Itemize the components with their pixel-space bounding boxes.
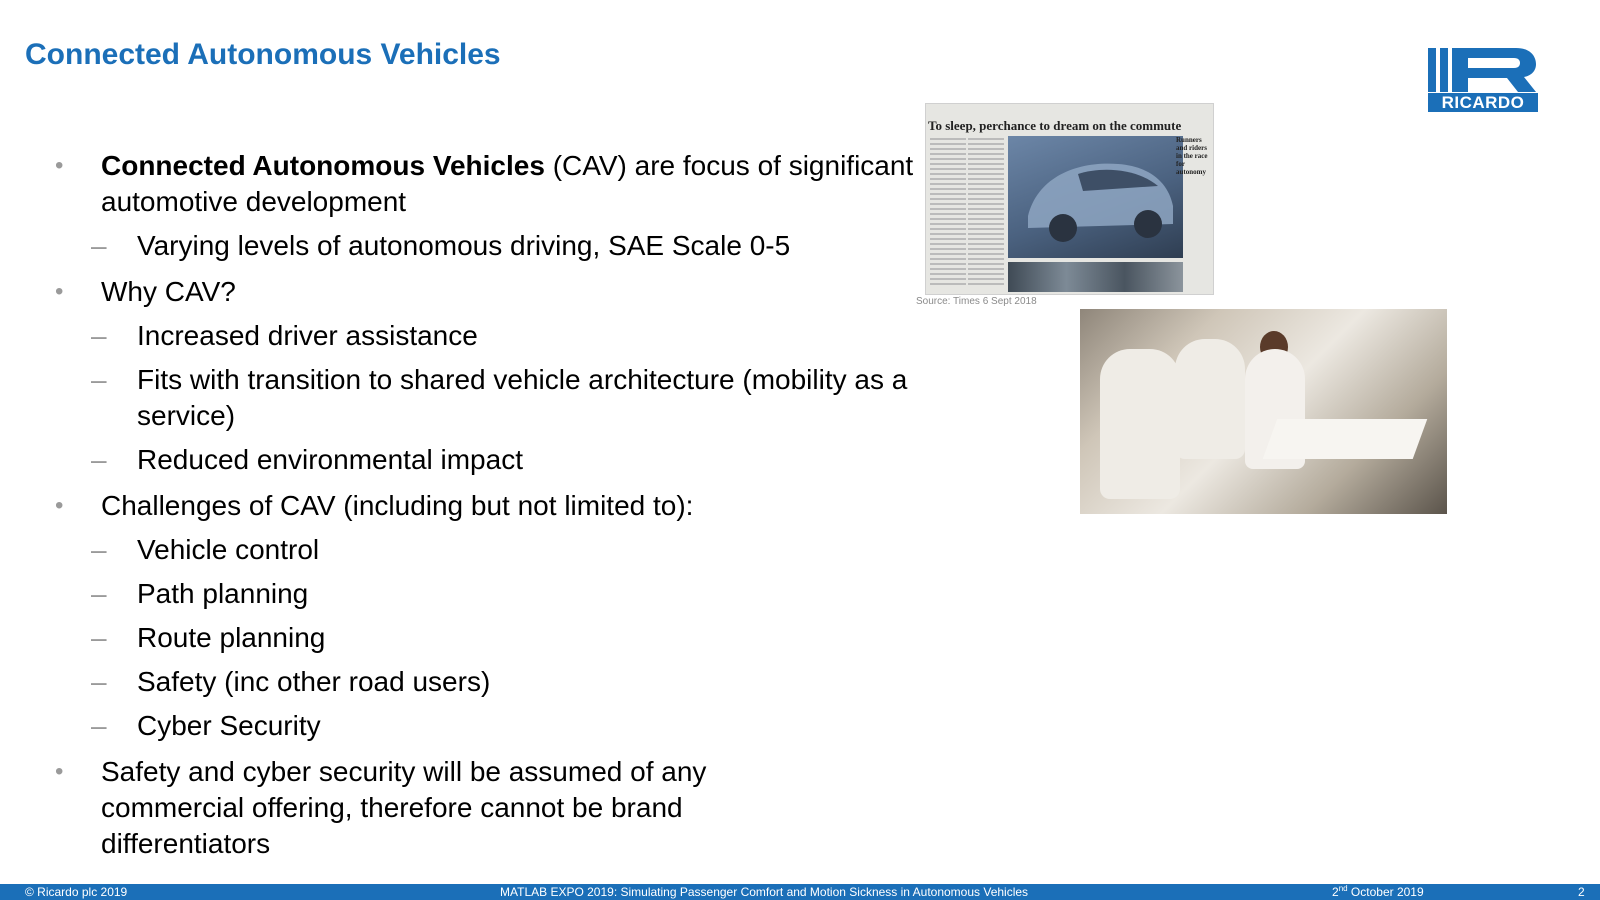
bullet-dot-icon: •: [55, 278, 64, 305]
slide-title: Connected Autonomous Vehicles: [25, 38, 501, 71]
bullet-text: Why CAV?: [101, 276, 236, 307]
sub-bullet-text: Path planning: [137, 578, 309, 609]
footer-event-title: MATLAB EXPO 2019: Simulating Passenger Comfort and Motion Sickness in Autonomous Vehicles: [500, 885, 1029, 899]
bullet-text: Challenges of CAV (including but not limited to):: [101, 490, 694, 521]
dash-icon: –: [91, 578, 107, 609]
sub-bullet-item: [55, 664, 915, 700]
dash-icon: –: [91, 710, 107, 741]
ricardo-logo: [1428, 48, 1538, 112]
footer-copyright: © Ricardo plc 2019: [25, 885, 128, 899]
sub-bullet-item: [55, 228, 915, 264]
bullet-dot-icon: •: [55, 492, 64, 519]
table-shape: [1263, 419, 1428, 459]
footer-date-rest: October 2019: [1347, 885, 1424, 899]
bullet-item: [55, 274, 915, 310]
sub-bullet-text: Varying levels of autonomous driving, SAE Scale 0-5: [137, 230, 791, 261]
dash-icon: –: [91, 320, 107, 351]
sub-bullet-item: [55, 362, 915, 434]
bullet-text: (CAV) are focus of significant automotive development: [101, 150, 914, 217]
newspaper-thumbnails: [1008, 262, 1183, 292]
dash-icon: –: [91, 364, 107, 395]
sub-bullet-item: [55, 620, 915, 656]
newspaper-column: [930, 138, 966, 288]
bullet-bold-text: Connected Autonomous Vehicles: [101, 150, 545, 181]
image-source-caption: Source: Times 6 Sept 2018: [916, 296, 1037, 307]
vehicle-interior-photo: [1080, 309, 1447, 514]
sub-bullet-text: Increased driver assistance: [137, 320, 478, 351]
sub-bullet-item: [55, 318, 915, 354]
sub-bullet-text: Cyber Security: [137, 710, 321, 741]
slide-footer: [0, 884, 1600, 900]
bullet-dot-icon: •: [55, 152, 64, 179]
sub-bullet-text: Vehicle control: [137, 534, 320, 565]
sub-bullet-text: Safety (inc other road users): [137, 666, 491, 697]
footer-date: [1332, 884, 1424, 900]
dash-icon: –: [91, 622, 107, 653]
sub-bullet-text: Reduced environmental impact: [137, 444, 523, 475]
dash-icon: –: [91, 666, 107, 697]
bullet-item: [55, 754, 821, 862]
sub-bullet-item: [55, 442, 915, 478]
sub-bullet-item: [55, 708, 915, 744]
bullet-list: [55, 148, 915, 870]
sub-bullet-item: [55, 576, 915, 612]
newspaper-column: [968, 138, 1004, 288]
sub-bullet-item: [55, 532, 915, 568]
autonomous-car-photo: [1008, 136, 1183, 258]
footer-page-number: 2: [1578, 885, 1585, 899]
newspaper-headline: To sleep, perchance to dream on the commute: [928, 118, 1182, 133]
seat-shape: [1100, 349, 1180, 499]
newspaper-clipping-image: [925, 103, 1214, 295]
dash-icon: –: [91, 534, 107, 565]
bullet-item: [55, 148, 915, 220]
sub-bullet-text: Fits with transition to shared vehicle architecture (mobility as a service): [137, 364, 908, 431]
bullet-item: [55, 488, 915, 524]
car-silhouette-icon: [1008, 136, 1183, 258]
footer-date-day: 2: [1332, 885, 1339, 899]
bullet-dot-icon: •: [55, 758, 64, 785]
logo-text: RICARDO: [1428, 93, 1538, 112]
footer-date-suffix: nd: [1338, 884, 1348, 893]
bullet-text: Safety and cyber security will be assumed of any commercial offering, therefore cannot be brand differentiators: [101, 756, 707, 859]
newspaper-side-caption: Runners and riders in the race for autonomy: [1176, 136, 1208, 176]
seat-shape: [1175, 339, 1245, 459]
dash-icon: –: [91, 230, 107, 261]
sub-bullet-text: Route planning: [137, 622, 326, 653]
ricardo-r-mark-icon: [1428, 48, 1538, 92]
dash-icon: –: [91, 444, 107, 475]
